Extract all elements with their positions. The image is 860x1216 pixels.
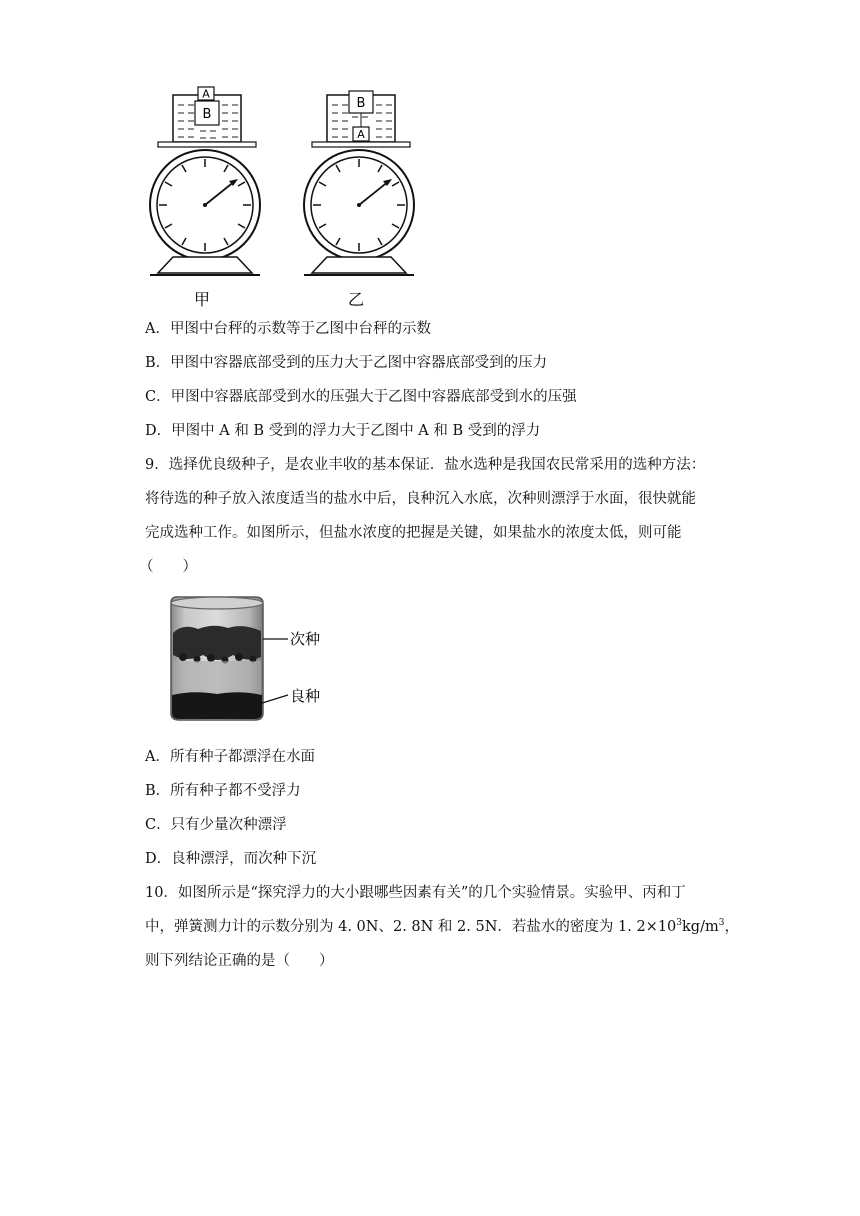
- q10-stem-text: 中，弹簧测力计的示数分别为 4. 0N、2. 8N 和 2. 5N．若盐水的密度为 1. 2×10: [145, 919, 677, 935]
- q8-option-b: B．甲图中容器底部受到的压力大于乙图中容器底部受到的压力: [145, 355, 548, 371]
- q8-option-d: D．甲图中 A 和 B 受到的浮力大于乙图中 A 和 B 受到的浮力: [145, 423, 541, 439]
- q9-option-d: D．良种漂浮，而次种下沉: [145, 851, 317, 867]
- q8-option-a: A．甲图中台秤的示数等于乙图中台秤的示数: [145, 321, 431, 337]
- q9-stem: [139, 455, 720, 577]
- q9-option-a: A．所有种子都漂浮在水面: [145, 749, 315, 765]
- good-seed-label: 良种: [290, 687, 321, 705]
- scale-right-label: 乙: [347, 290, 365, 309]
- q10-stem-line: 10．如图所示是“探究浮力的大小跟哪些因素有关”的几个实验情景。实验甲、丙和丁: [145, 885, 686, 901]
- scale-left: [150, 87, 260, 309]
- q9-stem-line: 9．选择优良级种子，是农业丰收的基本保证．盐水选种是我国农民常采用的选种方法：: [145, 457, 706, 473]
- scales-figure: [140, 85, 430, 310]
- scale-right: [304, 91, 414, 309]
- scale-left-label: 甲: [193, 290, 211, 309]
- q10-stem-line: [145, 917, 739, 951]
- punctuation: ，: [724, 919, 739, 935]
- block-a-label: A: [357, 128, 365, 141]
- q9-stem-line: 完成选种工作。如图所示，但盐水浓度的把握是关键，如果盐水的浓度太低，则可能: [145, 525, 682, 541]
- block-b-label: B: [356, 96, 366, 111]
- q9-answer-blank: （ ）: [139, 559, 197, 575]
- exponent: 3: [676, 918, 683, 929]
- q10-stem-line: 则下列结论正确的是（ ）: [145, 953, 334, 969]
- q9-option-b: B．所有种子都不受浮力: [145, 783, 301, 799]
- q9-option-c: C．只有少量次种漂浮: [145, 817, 287, 833]
- beaker-figure: [163, 595, 343, 730]
- block-a-label: A: [202, 87, 210, 101]
- q9-stem-line: 将待选的种子放入浓度适当的盐水中后，良种沉入水底，次种则漂浮于水面，很快就能: [145, 491, 696, 507]
- q10-stem: [145, 883, 739, 971]
- unit-text: kg/m: [682, 919, 719, 935]
- exponent: 3: [718, 918, 725, 929]
- block-b-label: B: [202, 107, 212, 122]
- inferior-seed-label: 次种: [290, 630, 321, 648]
- q8-option-c: C．甲图中容器底部受到水的压强大于乙图中容器底部受到水的压强: [145, 389, 577, 405]
